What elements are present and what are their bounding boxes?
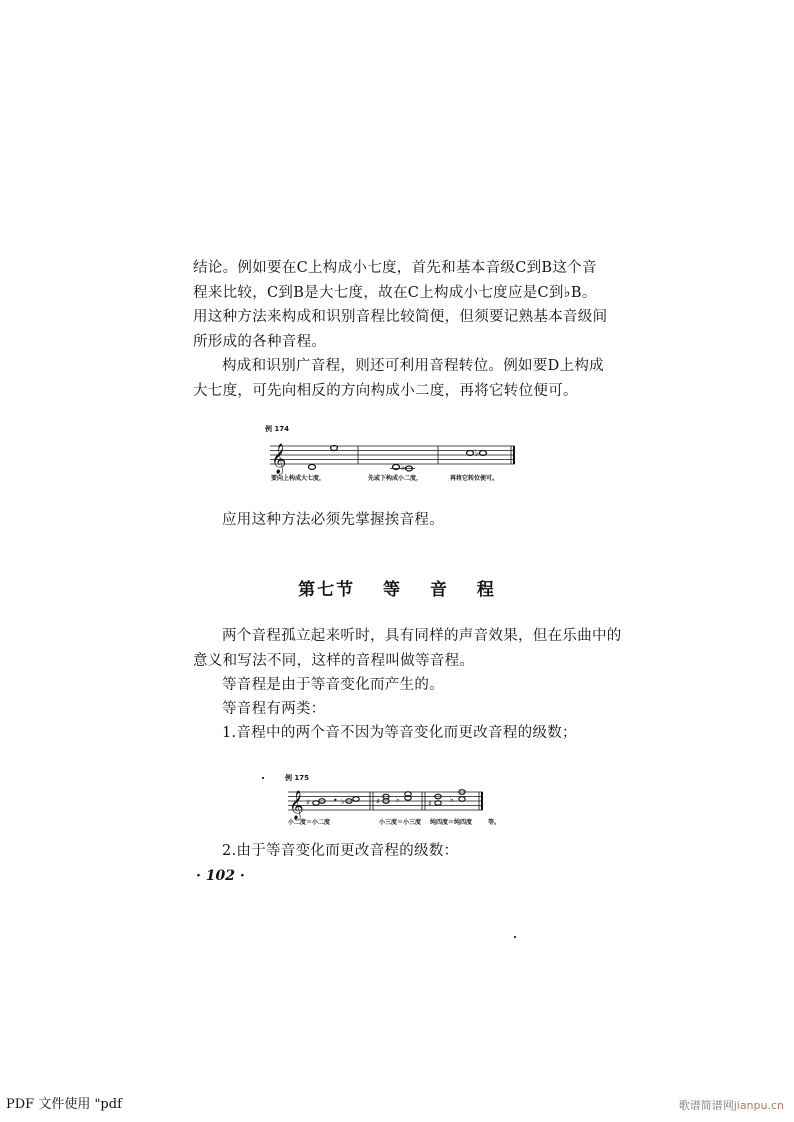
- list-item-1: [193, 721, 605, 746]
- text-line: 等音程有两类：: [222, 701, 326, 717]
- text-line: 程来比较，C到B是大七度，故在C上构成小七度应是C到♭B。: [193, 284, 597, 301]
- section-heading: [0, 575, 794, 600]
- page-number: · 102 ·: [196, 868, 245, 884]
- list-item-2: [193, 839, 605, 864]
- flat-sign-icon: ♭: [475, 449, 480, 459]
- treble-clef-icon: 𝄞: [289, 790, 304, 819]
- text-line: 所形成的各种音程。: [193, 333, 327, 350]
- watermark-url: jianpu.cn: [733, 1099, 784, 1112]
- flat-sign-icon: ♭: [450, 795, 454, 804]
- text-line: 用这种方法来构成和识别音程比较简便，但须要记熟基本音级间: [193, 309, 608, 325]
- footer-pdf-note: PDF 文件使用 "pdf: [6, 1097, 122, 1112]
- text-line: 等音程是由于等音变化而产生的。: [222, 677, 444, 693]
- treble-clef-icon: 𝄞: [271, 444, 287, 474]
- example-174-label: 例 174: [265, 425, 290, 433]
- example-175-label: 例 175: [285, 774, 310, 782]
- flat-sign-icon: ♭: [341, 797, 345, 806]
- text-line: 两个音程孤立起来听时，具有同样的声音效果，但在乐曲中的: [222, 628, 622, 644]
- text-line: 2.由于等音变化而更改音程的级数：: [222, 843, 459, 859]
- section-heading-part: 第七节: [298, 580, 356, 600]
- paragraph-3: [193, 508, 605, 533]
- example-175-staff: [288, 787, 488, 817]
- whole-note: [309, 465, 316, 470]
- paragraph-5: [193, 673, 605, 698]
- example-174-caption: 先或下构成小二度，: [368, 475, 423, 482]
- sharp-sign-icon: ♯: [306, 798, 310, 807]
- flat-sign-icon: ♭: [401, 463, 406, 473]
- text-line: 应用这种方法必须先掌握挨音程。: [222, 512, 444, 528]
- watermark-site: 歌谱简谱网: [678, 1099, 734, 1112]
- example-175-caption: 小二度＝小二度: [288, 819, 331, 826]
- text-line: 构成和识别广音程，则还可利用音程转位。例如要D上构成: [222, 358, 604, 374]
- example-174-caption: 再将它转位便可。: [450, 475, 499, 482]
- flat-sign-icon: ♭: [396, 795, 400, 804]
- paragraph-1: [193, 256, 608, 354]
- example-175-caption: 等。: [488, 819, 501, 826]
- section-heading-part: 程: [476, 580, 496, 600]
- bullet-separator: •: [333, 796, 338, 805]
- example-174-staff: [270, 440, 520, 474]
- example-174-caption: 要向上构成大七度，: [271, 475, 326, 482]
- section-heading-part: 音: [429, 580, 449, 600]
- paragraph-4: [193, 624, 622, 673]
- sharp-sign-icon: ♯: [376, 797, 380, 806]
- speck: [262, 777, 264, 779]
- paragraph-2: [193, 354, 605, 403]
- text-line: 意义和写法不同，这样的音程叫做等音程。: [193, 652, 475, 669]
- footer-watermark: [679, 1097, 784, 1113]
- text-line: 结论。例如要在C上构成小七度，首先和基本音级C到B这个音: [193, 260, 597, 276]
- example-175-caption: 纯四度＝纯四度: [430, 819, 473, 826]
- paragraph-6: [193, 697, 605, 722]
- example-175-caption: 小三度＝小三度: [379, 819, 422, 826]
- speck: [514, 936, 516, 938]
- section-heading-part: 等: [383, 580, 403, 600]
- sharp-sign-icon: ♯: [428, 799, 432, 808]
- text-line: 1.音程中的两个音不因为等音变化而更改音程的级数；: [222, 725, 577, 741]
- text-line: 大七度，可先向相反的方向构成小二度，再将它转位便可。: [193, 382, 578, 399]
